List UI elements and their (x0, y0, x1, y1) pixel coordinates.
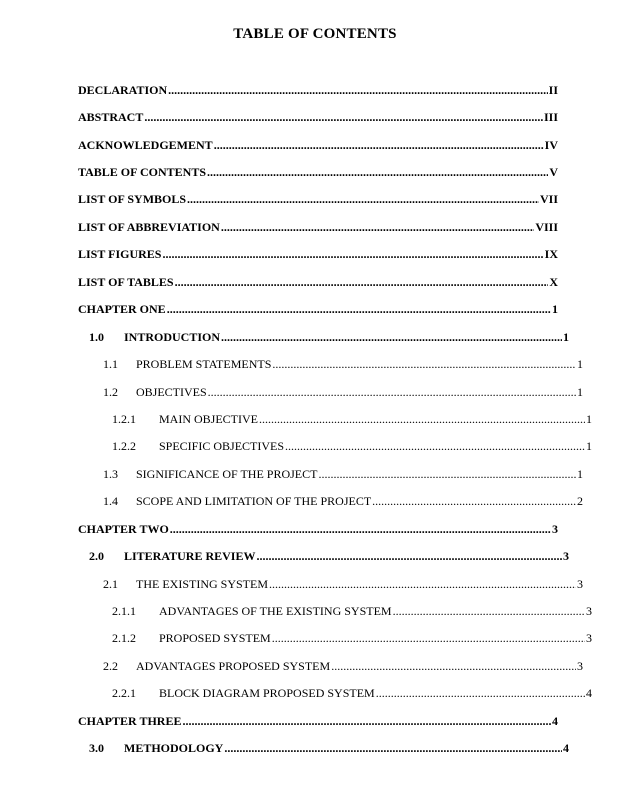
toc-entry-title: ADVANTAGES OF THE EXISTING SYSTEM (159, 604, 392, 619)
dot-leader (372, 494, 576, 508)
toc-entry-title: SCOPE AND LIMITATION OF THE PROJECT (136, 494, 372, 509)
toc-entry-title: LITERATURE REVIEW (124, 549, 256, 564)
toc-entry[interactable] (78, 268, 558, 295)
toc-entry[interactable] (78, 76, 558, 103)
toc-entry-title: CHAPTER TWO (78, 521, 169, 536)
dot-leader (272, 357, 576, 371)
toc-entry-title: ABSTRACT (78, 110, 144, 125)
toc-entry[interactable] (78, 707, 558, 734)
toc-entry[interactable] (78, 735, 569, 762)
toc-entry-page-number: X (549, 274, 558, 289)
dot-leader (269, 577, 576, 591)
toc-entry[interactable] (78, 542, 569, 569)
toc-entry-title: TABLE OF CONTENTS (78, 165, 207, 180)
dot-leader (168, 83, 548, 97)
dot-leader (221, 330, 562, 344)
toc-entry[interactable] (78, 625, 592, 652)
toc-entry-page-number: 3 (577, 576, 583, 591)
toc-entry-number: 2.1.1 (112, 604, 136, 619)
toc-entry[interactable] (78, 296, 558, 323)
toc-entry-page-number: 1 (577, 466, 583, 481)
toc-entry[interactable] (78, 405, 592, 432)
dot-leader (285, 439, 585, 453)
toc-entry-title: LIST OF SYMBOLS (78, 192, 187, 207)
toc-entry-page-number: 3 (552, 521, 558, 536)
dot-leader (256, 549, 562, 563)
toc-entry[interactable] (78, 131, 558, 158)
toc-entry-number: 1.2 (103, 384, 118, 399)
toc-entry-page-number: 1 (577, 357, 583, 372)
toc-entry-title: PROPOSED SYSTEM (159, 631, 271, 646)
dot-leader (272, 631, 585, 645)
toc-entry-number: 1.3 (103, 466, 118, 481)
dot-leader (331, 659, 576, 673)
toc-entry-page-number: 1 (577, 384, 583, 399)
toc-entry[interactable] (78, 652, 583, 679)
toc-entry-page-number: 2 (577, 494, 583, 509)
toc-entry-title: ADVANTAGES PROPOSED SYSTEM (136, 658, 331, 673)
toc-entry-title: METHODOLOGY (124, 741, 224, 756)
toc-entry-title: MAIN OBJECTIVE (159, 411, 258, 426)
toc-entry-number: 1.2.2 (112, 439, 136, 454)
dot-leader (187, 192, 539, 206)
toc-entry-page-number: 3 (563, 549, 569, 564)
toc-entry-title: BLOCK DIAGRAM PROPOSED SYSTEM (159, 686, 375, 701)
toc-entry-title: ACKNOWLEDGEMENT (78, 137, 213, 152)
toc-entry[interactable] (78, 378, 583, 405)
toc-entry-page-number: IX (544, 247, 558, 262)
toc-entry-title: LIST OF ABBREVIATION (78, 219, 220, 234)
toc-entry-title: PROBLEM STATEMENTS (136, 357, 272, 372)
toc-entry-number: 2.1 (103, 576, 118, 591)
toc-entry[interactable] (78, 103, 558, 130)
toc-entry[interactable] (78, 488, 583, 515)
toc-entry-page-number: 4 (563, 741, 569, 756)
toc-entry[interactable] (78, 158, 558, 185)
dot-leader (224, 741, 562, 755)
dot-leader (162, 247, 543, 261)
toc-entry-title: OBJECTIVES (136, 384, 207, 399)
dot-leader (214, 138, 544, 152)
toc-entry-title: CHAPTER ONE (78, 302, 166, 317)
toc-entry-page-number: VII (539, 192, 558, 207)
dot-leader (170, 522, 551, 536)
toc-entry-page-number: 3 (577, 658, 583, 673)
toc-entry-number: 3.0 (89, 741, 104, 756)
toc-entry-number: 1.0 (89, 329, 104, 344)
toc-entry[interactable] (78, 241, 558, 268)
toc-entry-number: 2.0 (89, 549, 104, 564)
toc-entry-page-number: 4 (586, 686, 592, 701)
toc-entry-number: 2.2.1 (112, 686, 136, 701)
toc-entry-number: 1.2.1 (112, 411, 136, 426)
toc-entry-title: CHAPTER THREE (78, 713, 182, 728)
toc-entry[interactable] (78, 323, 569, 350)
toc-entry-page-number: 1 (563, 329, 569, 344)
dot-leader (167, 302, 551, 316)
dot-leader (175, 275, 549, 289)
toc-entry[interactable] (78, 680, 592, 707)
toc-entry-page-number: 1 (586, 439, 592, 454)
toc-entry-page-number: II (548, 82, 558, 97)
dot-leader (144, 110, 543, 124)
toc-entry[interactable] (78, 460, 583, 487)
toc-entry-title: LIST FIGURES (78, 247, 162, 262)
toc-entry[interactable] (78, 433, 592, 460)
toc-entry-number: 1.4 (103, 494, 118, 509)
toc-entry[interactable] (78, 570, 583, 597)
toc-entry[interactable] (78, 186, 558, 213)
toc-entry-title: LIST OF TABLES (78, 274, 174, 289)
dot-leader (208, 385, 576, 399)
toc-entry-title: SIGNIFICANCE OF THE PROJECT (136, 466, 318, 481)
page-title: TABLE OF CONTENTS (233, 26, 397, 42)
toc-entry[interactable] (78, 213, 558, 240)
dot-leader (259, 412, 585, 426)
dot-leader (318, 467, 576, 481)
toc-entry[interactable] (78, 350, 583, 377)
toc-entry-title: DECLARATION (78, 82, 168, 97)
dot-leader (393, 604, 585, 618)
table-of-contents-list (78, 76, 592, 762)
dot-leader (376, 686, 585, 700)
toc-entry-page-number: 3 (586, 631, 592, 646)
toc-entry-page-number: 3 (586, 604, 592, 619)
toc-entry-number: 1.1 (103, 357, 118, 372)
toc-entry-page-number: III (543, 110, 558, 125)
dot-leader (182, 714, 551, 728)
toc-entry-page-number: V (549, 165, 558, 180)
toc-entry-number: 2.1.2 (112, 631, 136, 646)
toc-entry-page-number: 1 (586, 411, 592, 426)
toc-entry-page-number: IV (544, 137, 558, 152)
toc-entry-page-number: 1 (552, 302, 558, 317)
toc-entry[interactable] (78, 515, 558, 542)
dot-leader (221, 220, 534, 234)
toc-entry-page-number: 4 (552, 713, 558, 728)
toc-entry-page-number: VIII (535, 219, 558, 234)
toc-entry[interactable] (78, 597, 592, 624)
dot-leader (207, 165, 548, 179)
toc-entry-title: THE EXISTING SYSTEM (136, 576, 268, 591)
toc-entry-title: SPECIFIC OBJECTIVES (159, 439, 285, 454)
toc-entry-title: INTRODUCTION (124, 329, 221, 344)
toc-entry-number: 2.2 (103, 658, 118, 673)
